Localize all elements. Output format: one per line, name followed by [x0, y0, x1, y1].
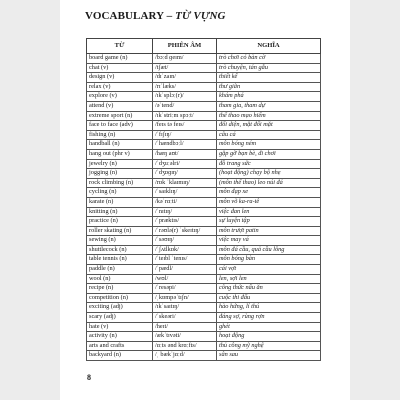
cell-meaning: trò chuyện, tán gẫu: [217, 63, 321, 73]
cell-meaning: việc đan len: [217, 207, 321, 217]
cell-phonetic: /ˌkɒmpəˈtɪʃn/: [153, 293, 217, 303]
table-row: [87, 197, 321, 207]
table-row: [87, 274, 321, 284]
cell-word: rock climbing (n): [87, 178, 153, 188]
table-row: [87, 54, 321, 64]
table-header-row: [87, 39, 321, 54]
table-row: [87, 63, 321, 73]
header-word: TỪ: [87, 39, 153, 54]
cell-phonetic: /ˈsəʊɪŋ/: [153, 236, 217, 246]
header-meaning: NGHĨA: [217, 39, 321, 54]
cell-meaning: môn đạp xe: [217, 188, 321, 198]
cell-word: explore (v): [87, 92, 153, 102]
table-row: [87, 303, 321, 313]
cell-word: backyard (n): [87, 351, 153, 361]
cell-word: activity (n): [87, 332, 153, 342]
cell-meaning: cuộc thi đấu: [217, 293, 321, 303]
cell-word: jewelry (n): [87, 159, 153, 169]
table-row: [87, 188, 321, 198]
cell-meaning: sân sau: [217, 351, 321, 361]
cell-word: arts and crafts: [87, 341, 153, 351]
table-row: [87, 236, 321, 246]
table-row: [87, 73, 321, 83]
cell-word: scary (adj): [87, 313, 153, 323]
cell-meaning: hào hứng, lí thú: [217, 303, 321, 313]
cell-meaning: thư giãn: [217, 82, 321, 92]
cell-meaning: tham gia, tham dự: [217, 101, 321, 111]
cell-meaning: sự luyện tập: [217, 217, 321, 227]
table-row: [87, 341, 321, 351]
cell-phonetic: /tʃæt/: [153, 63, 217, 73]
table-row: [87, 293, 321, 303]
cell-meaning: môn đá cầu, quả cầu lông: [217, 245, 321, 255]
table-row: [87, 178, 321, 188]
table-row: [87, 265, 321, 275]
cell-word: fishing (n): [87, 130, 153, 140]
cell-meaning: môn bóng ném: [217, 140, 321, 150]
table-row: [87, 101, 321, 111]
cell-meaning: đồ trang sức: [217, 159, 321, 169]
cell-phonetic: /dɪˈzaɪn/: [153, 73, 217, 83]
cell-phonetic: /ˈdʒɒɡɪŋ/: [153, 169, 217, 179]
cell-word: recipe (n): [87, 284, 153, 294]
cell-phonetic: /ˈʃʌtlkɒk/: [153, 245, 217, 255]
cell-meaning: ghét: [217, 322, 321, 332]
cell-word: exciting (adj): [87, 303, 153, 313]
cell-meaning: gặp gỡ bạn bè, đi chơi: [217, 149, 321, 159]
cell-word: karate (n): [87, 197, 153, 207]
table-row: [87, 149, 321, 159]
cell-meaning: (môn thể thao) leo núi đá: [217, 178, 321, 188]
header-phonetic: PHIÊN ÂM: [153, 39, 217, 54]
cell-phonetic: /ˈnɪtɪŋ/: [153, 207, 217, 217]
cell-meaning: môn bóng bàn: [217, 255, 321, 265]
cell-phonetic: /ˈresəpi/: [153, 284, 217, 294]
vocabulary-table: [86, 38, 321, 361]
cell-phonetic: /ɪkˈsplɔː(r)/: [153, 92, 217, 102]
cell-word: extreme sport (n): [87, 111, 153, 121]
cell-phonetic: /feɪs tə feɪs/: [153, 121, 217, 131]
table-row: [87, 284, 321, 294]
page-title: [85, 10, 226, 22]
cell-word: chat (v): [87, 63, 153, 73]
cell-word: relax (v): [87, 82, 153, 92]
cell-word: sewing (n): [87, 236, 153, 246]
cell-meaning: môn trượt patin: [217, 226, 321, 236]
cell-meaning: thủ công mỹ nghệ: [217, 341, 321, 351]
table-row: [87, 351, 321, 361]
cell-phonetic: /ˈdʒuːəlri/: [153, 159, 217, 169]
cell-meaning: cái vợt: [217, 265, 321, 275]
table-row: [87, 169, 321, 179]
table-row: [87, 111, 321, 121]
cell-word: handball (n): [87, 140, 153, 150]
cell-meaning: trò chơi có bàn cờ: [217, 54, 321, 64]
cell-phonetic: /bɔːd ɡeɪm/: [153, 54, 217, 64]
cell-word: table tennis (n): [87, 255, 153, 265]
cell-word: design (v): [87, 73, 153, 83]
table-row: [87, 245, 321, 255]
table-row: [87, 92, 321, 102]
cell-meaning: môn võ ka-ra-tê: [217, 197, 321, 207]
background-left: [0, 0, 60, 400]
table-row: [87, 255, 321, 265]
page-number: 8: [87, 373, 91, 382]
table-row: [87, 217, 321, 227]
cell-meaning: câu cá: [217, 130, 321, 140]
cell-phonetic: /ɪkˈstriːm spɔːt/: [153, 111, 217, 121]
cell-phonetic: /ˈfɪʃɪŋ/: [153, 130, 217, 140]
cell-meaning: thiết kế: [217, 73, 321, 83]
cell-meaning: việc may vá: [217, 236, 321, 246]
cell-phonetic: /ˈteɪbl ˈtenɪs/: [153, 255, 217, 265]
cell-word: competition (n): [87, 293, 153, 303]
cell-phonetic: /kəˈrɑːti/: [153, 197, 217, 207]
cell-phonetic: /ˈhændbɔːl/: [153, 140, 217, 150]
cell-meaning: len, sợi len: [217, 274, 321, 284]
cell-phonetic: /ˌ bækˈjɑːd/: [153, 351, 217, 361]
table-row: [87, 130, 321, 140]
cell-phonetic: /rɪˈlæks/: [153, 82, 217, 92]
table-row: [87, 159, 321, 169]
cell-phonetic: /ɑːts ənd krɑːfts/: [153, 341, 217, 351]
cell-meaning: khám phá: [217, 92, 321, 102]
cell-word: wool (n): [87, 274, 153, 284]
cell-phonetic: /wʊl/: [153, 274, 217, 284]
cell-word: attend (v): [87, 101, 153, 111]
title-vietnamese: TỪ VỰNG: [175, 10, 226, 22]
background-right: [350, 0, 400, 400]
cell-word: practice (n): [87, 217, 153, 227]
cell-word: face to face (adv): [87, 121, 153, 131]
cell-word: paddle (n): [87, 265, 153, 275]
cell-word: board game (n): [87, 54, 153, 64]
cell-meaning: công thức nấu ăn: [217, 284, 321, 294]
cell-meaning: hoạt động: [217, 332, 321, 342]
cell-phonetic: /ˈskeəri/: [153, 313, 217, 323]
table-row: [87, 313, 321, 323]
cell-meaning: thể thao mạo hiểm: [217, 111, 321, 121]
cell-phonetic: /ˈsaɪklɪŋ/: [153, 188, 217, 198]
cell-meaning: đối diện, mặt đối mặt: [217, 121, 321, 131]
cell-phonetic: /əˈtend/: [153, 101, 217, 111]
cell-phonetic: /ˈrəʊlə(r) ˈskeɪtɪŋ/: [153, 226, 217, 236]
table-row: [87, 226, 321, 236]
table-row: [87, 82, 321, 92]
cell-phonetic: /ˈpædl/: [153, 265, 217, 275]
cell-phonetic: /ækˈtɪvəti/: [153, 332, 217, 342]
cell-word: hate (v): [87, 322, 153, 332]
cell-word: shuttlecock (n): [87, 245, 153, 255]
cell-word: knitting (n): [87, 207, 153, 217]
cell-meaning: (hoạt động) chạy bộ nhẹ: [217, 169, 321, 179]
cell-phonetic: /hæŋ aʊt/: [153, 149, 217, 159]
cell-word: roller skating (n): [87, 226, 153, 236]
table-row: [87, 140, 321, 150]
table-row: [87, 207, 321, 217]
table-row: [87, 121, 321, 131]
cell-phonetic: /ɪkˈsaɪtɪŋ/: [153, 303, 217, 313]
cell-phonetic: /heɪt/: [153, 322, 217, 332]
cell-word: jogging (n): [87, 169, 153, 179]
title-english: VOCABULARY –: [85, 10, 176, 22]
cell-word: hang out (phr v): [87, 149, 153, 159]
table-row: [87, 322, 321, 332]
table-row: [87, 332, 321, 342]
cell-phonetic: /rɒk ˈklaɪmɪŋ/: [153, 178, 217, 188]
cell-word: cycling (n): [87, 188, 153, 198]
cell-phonetic: /ˈpræktɪs/: [153, 217, 217, 227]
table-body: [87, 54, 321, 361]
cell-meaning: đáng sợ, rùng rợn: [217, 313, 321, 323]
